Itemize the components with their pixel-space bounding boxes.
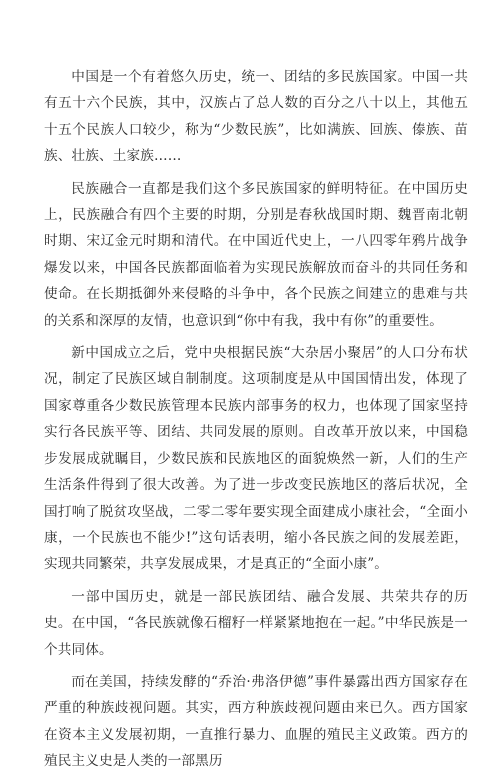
paragraph-3: 新中国成立之后，党中央根据民族“大杂居小聚居”的人口分布状况，制定了民族区域自制制度。这项制度是从中国国情出发，体现了国家尊重各少数民族管理本民族内部事务的权力，也体现了国家坚持实行各民族平等、团结、共同发展的原则。自改革开放以来，中国稳步发展成就瞩目，少数民族和民族地区的面貌焕然一新，人们的生产生活条件得到了很大改善。为了进一步改变民族地区的落后状况，全国打响了脱贫攻坚战，二零二零年要实现全面建成小康社会，“全面小康，一个民族也不能少!”这句话表明，缩小各民族之间的发展差距，实现共同繁荣，共享发展成果，才是真正的“全面小康”。 (44, 345, 468, 573)
paragraph-1: 中国是一个有着悠久历史，统一、团结的多民族国家。中国一共有五十六个民族，其中，汉族占了总人数的百分之八十以上，其他五十五个民族人口较少，称为“少数民族”，比如满族、回族、傣族、苗族、壮族、土家族…… (44, 69, 468, 165)
document-body (44, 64, 468, 781)
paragraph-4: 一部中国历史，就是一部民族团结、融合发展、共荣共存的历史。在中国，“各民族就像石榴籽一样紧紧地抱在一起。”中华民族是一个共同体。 (44, 588, 468, 658)
paragraph-2: 民族融合一直都是我们这个多民族国家的鲜明特征。在中国历史上，民族融合有四个主要的时期，分别是春秋战国时期、魏晋南北朝时期、宋辽金元时期和清代。在中国近代史上，一八四零年鸦片战争爆发以来，中国各民族都面临着为实现民族解放而奋斗的共同任务和使命。在长期抵御外来侵略的斗争中，各个民族之间建立的患难与共的关系和深厚的友情，也意识到“你中有我，我中有你”的重要性。 (44, 180, 468, 329)
paragraph-5: 而在美国，持续发酵的“乔治·弗洛伊德”事件暴露出西方国家存在严重的种族歧视问题。其实，西方种族歧视问题由来已久。西方国家在资本主义发展初期，一直推行暴力、血腥的殖民主义政策。西方的殖民主义史是人类的一部黑历 (44, 673, 468, 770)
